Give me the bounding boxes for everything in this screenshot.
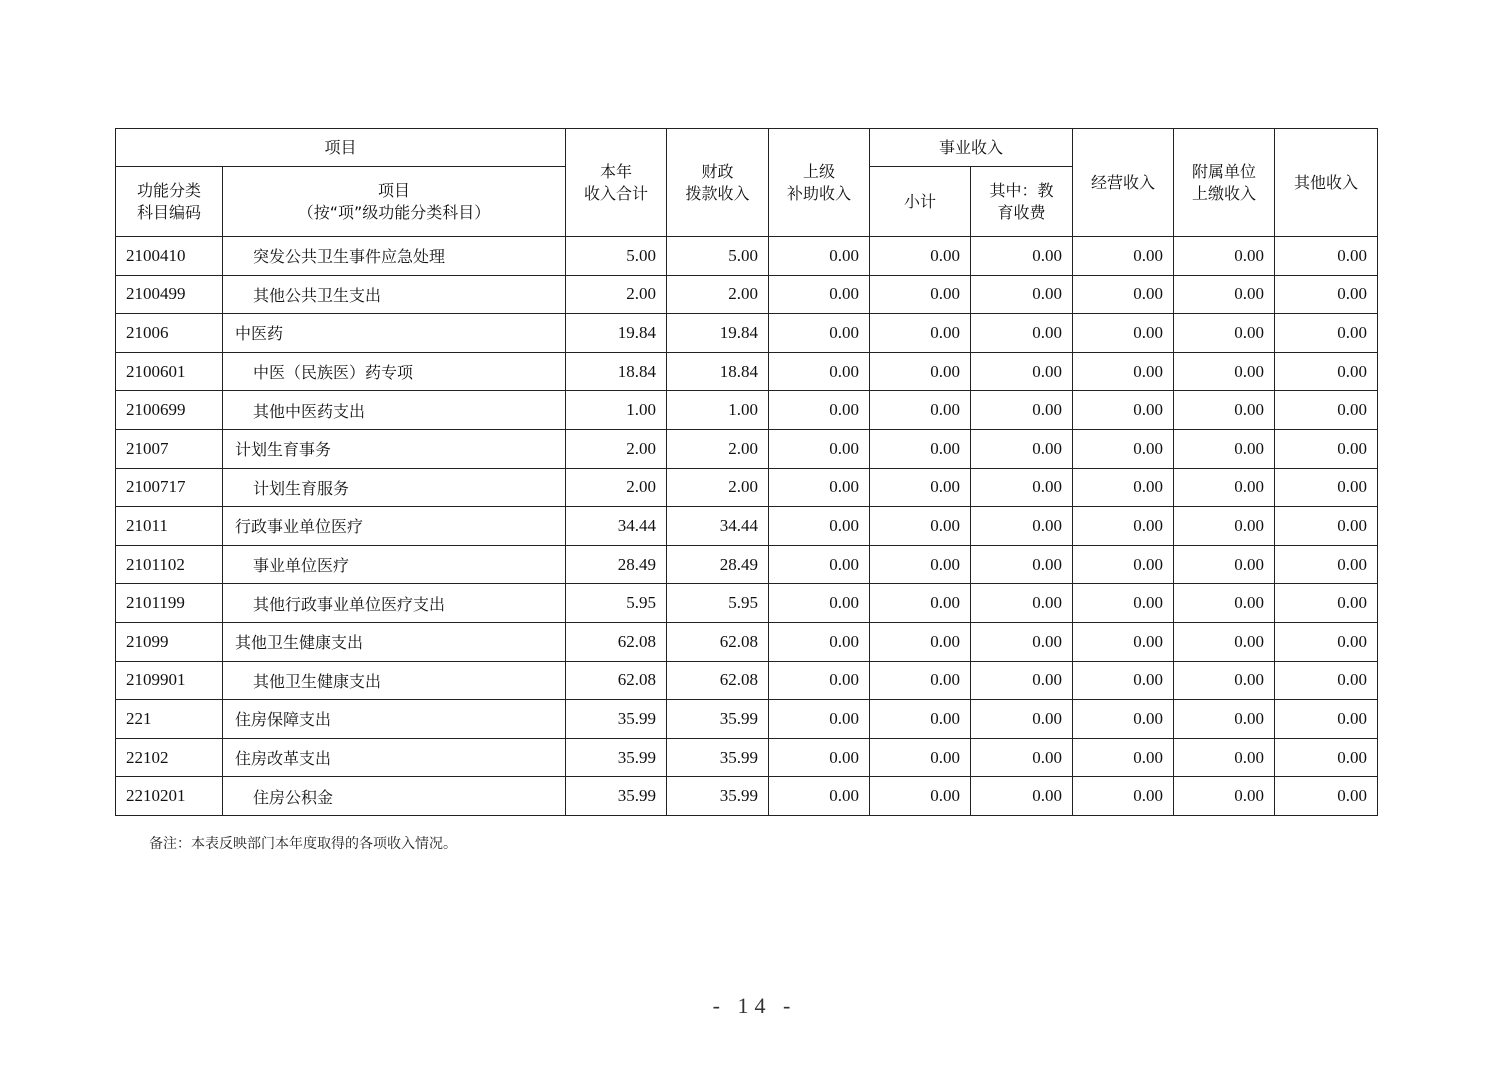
cell-value: 5.00 <box>566 237 667 276</box>
cell-value: 0.00 <box>1174 314 1275 353</box>
cell-value: 0.00 <box>1275 507 1378 546</box>
cell-value: 0.00 <box>1073 777 1174 816</box>
cell-value: 0.00 <box>1174 545 1275 584</box>
cell-value: 18.84 <box>667 352 769 391</box>
cell-value: 0.00 <box>1275 700 1378 739</box>
cell-value: 62.08 <box>566 661 667 700</box>
cell-code: 2210201 <box>116 777 223 816</box>
cell-item-name: 突发公共卫生事件应急处理 <box>223 237 566 276</box>
cell-value: 19.84 <box>566 314 667 353</box>
cell-value: 62.08 <box>566 622 667 661</box>
cell-value: 0.00 <box>1073 391 1174 430</box>
cell-value: 0.00 <box>971 352 1073 391</box>
cell-value: 62.08 <box>667 622 769 661</box>
table-row <box>116 391 1378 430</box>
cell-value: 0.00 <box>769 622 870 661</box>
cell-value: 0.00 <box>1275 429 1378 468</box>
cell-value: 0.00 <box>1073 314 1174 353</box>
cell-value: 5.95 <box>667 584 769 623</box>
cell-value: 0.00 <box>769 661 870 700</box>
cell-item-name: 其他中医药支出 <box>223 391 566 430</box>
cell-value: 0.00 <box>971 700 1073 739</box>
cell-item-name: 事业单位医疗 <box>223 545 566 584</box>
cell-value: 0.00 <box>769 584 870 623</box>
cell-value: 0.00 <box>769 275 870 314</box>
cell-value: 0.00 <box>971 622 1073 661</box>
cell-value: 0.00 <box>769 429 870 468</box>
cell-code: 21006 <box>116 314 223 353</box>
footnote: 备注：本表反映部门本年度取得的各项收入情况。 <box>149 836 457 852</box>
header-item: 项目 （按“项”级功能分类科目） <box>223 167 566 237</box>
cell-value: 0.00 <box>769 314 870 353</box>
cell-value: 0.00 <box>870 507 971 546</box>
cell-value: 0.00 <box>1174 700 1275 739</box>
cell-value: 0.00 <box>1073 352 1174 391</box>
cell-value: 0.00 <box>1073 237 1174 276</box>
header-fiscal: 财政 拨款收入 <box>667 129 769 237</box>
cell-value: 2.00 <box>566 275 667 314</box>
table-row <box>116 738 1378 777</box>
cell-value: 1.00 <box>566 391 667 430</box>
cell-value: 0.00 <box>1174 507 1275 546</box>
cell-value: 0.00 <box>870 661 971 700</box>
header-total: 本年 收入合计 <box>566 129 667 237</box>
cell-code: 2100601 <box>116 352 223 391</box>
cell-value: 0.00 <box>769 391 870 430</box>
cell-value: 0.00 <box>870 700 971 739</box>
cell-value: 0.00 <box>971 275 1073 314</box>
cell-value: 0.00 <box>1174 429 1275 468</box>
cell-value: 0.00 <box>1275 584 1378 623</box>
cell-value: 0.00 <box>1174 622 1275 661</box>
table-row <box>116 584 1378 623</box>
cell-value: 35.99 <box>566 738 667 777</box>
cell-value: 0.00 <box>870 275 971 314</box>
table-row <box>116 777 1378 816</box>
cell-item-name: 中医（民族医）药专项 <box>223 352 566 391</box>
cell-item-name: 计划生育事务 <box>223 429 566 468</box>
header-item-group: 项目 <box>116 129 566 167</box>
cell-value: 0.00 <box>971 237 1073 276</box>
cell-value: 0.00 <box>1275 545 1378 584</box>
cell-code: 2101102 <box>116 545 223 584</box>
cell-value: 35.99 <box>566 777 667 816</box>
cell-code: 221 <box>116 700 223 739</box>
table-row <box>116 661 1378 700</box>
header-subtotal: 小计 <box>870 167 971 237</box>
cell-value: 0.00 <box>769 777 870 816</box>
cell-value: 0.00 <box>870 777 971 816</box>
cell-code: 2100410 <box>116 237 223 276</box>
cell-value: 2.00 <box>566 429 667 468</box>
cell-value: 0.00 <box>870 314 971 353</box>
cell-value: 0.00 <box>1073 700 1174 739</box>
cell-value: 0.00 <box>1275 391 1378 430</box>
cell-value: 0.00 <box>870 468 971 507</box>
page-number: - 14 - <box>712 993 797 1018</box>
cell-value: 1.00 <box>667 391 769 430</box>
cell-value: 0.00 <box>769 468 870 507</box>
cell-item-name: 其他行政事业单位医疗支出 <box>223 584 566 623</box>
cell-value: 0.00 <box>1174 275 1275 314</box>
cell-item-name: 行政事业单位医疗 <box>223 507 566 546</box>
cell-code: 21099 <box>116 622 223 661</box>
table-row <box>116 429 1378 468</box>
cell-value: 35.99 <box>667 700 769 739</box>
cell-value: 0.00 <box>870 622 971 661</box>
cell-value: 0.00 <box>1073 584 1174 623</box>
cell-value: 35.99 <box>566 700 667 739</box>
cell-value: 35.99 <box>667 738 769 777</box>
cell-value: 0.00 <box>870 352 971 391</box>
cell-code: 2100499 <box>116 275 223 314</box>
table-row <box>116 352 1378 391</box>
header-education: 其中：教 育收费 <box>971 167 1073 237</box>
cell-value: 0.00 <box>1275 275 1378 314</box>
cell-value: 0.00 <box>769 507 870 546</box>
cell-value: 0.00 <box>769 700 870 739</box>
cell-value: 5.95 <box>566 584 667 623</box>
cell-value: 5.00 <box>667 237 769 276</box>
cell-value: 0.00 <box>769 352 870 391</box>
header-operating: 经营收入 <box>1073 129 1174 237</box>
table-row <box>116 314 1378 353</box>
cell-value: 0.00 <box>1073 468 1174 507</box>
cell-code: 2109901 <box>116 661 223 700</box>
cell-value: 2.00 <box>667 468 769 507</box>
header-superior: 上级 补助收入 <box>769 129 870 237</box>
cell-code: 22102 <box>116 738 223 777</box>
cell-value: 0.00 <box>1275 352 1378 391</box>
cell-value: 34.44 <box>667 507 769 546</box>
cell-item-name: 计划生育服务 <box>223 468 566 507</box>
cell-value: 0.00 <box>1073 275 1174 314</box>
cell-value: 0.00 <box>971 661 1073 700</box>
cell-item-name: 中医药 <box>223 314 566 353</box>
header-other: 其他收入 <box>1275 129 1378 237</box>
table-row <box>116 700 1378 739</box>
cell-value: 0.00 <box>1073 661 1174 700</box>
cell-value: 0.00 <box>1073 622 1174 661</box>
cell-value: 0.00 <box>1174 391 1275 430</box>
cell-value: 28.49 <box>667 545 769 584</box>
cell-value: 0.00 <box>1275 237 1378 276</box>
cell-value: 0.00 <box>971 584 1073 623</box>
table-row <box>116 545 1378 584</box>
table-row <box>116 237 1378 276</box>
cell-value: 62.08 <box>667 661 769 700</box>
cell-value: 2.00 <box>566 468 667 507</box>
cell-value: 0.00 <box>870 738 971 777</box>
table-row <box>116 468 1378 507</box>
table-row <box>116 622 1378 661</box>
cell-value: 0.00 <box>971 391 1073 430</box>
cell-value: 0.00 <box>1174 777 1275 816</box>
cell-value: 0.00 <box>971 507 1073 546</box>
cell-value: 0.00 <box>1275 622 1378 661</box>
header-affiliated: 附属单位 上缴收入 <box>1174 129 1275 237</box>
table-body <box>116 237 1378 816</box>
cell-item-name: 住房保障支出 <box>223 700 566 739</box>
cell-code: 2101199 <box>116 584 223 623</box>
header-business-group: 事业收入 <box>870 129 1073 167</box>
cell-value: 0.00 <box>870 391 971 430</box>
cell-item-name: 其他卫生健康支出 <box>223 661 566 700</box>
cell-item-name: 其他卫生健康支出 <box>223 622 566 661</box>
cell-value: 34.44 <box>566 507 667 546</box>
cell-value: 0.00 <box>971 314 1073 353</box>
cell-value: 0.00 <box>1275 661 1378 700</box>
cell-value: 2.00 <box>667 275 769 314</box>
cell-value: 0.00 <box>769 738 870 777</box>
cell-value: 0.00 <box>769 545 870 584</box>
cell-value: 0.00 <box>971 429 1073 468</box>
cell-value: 0.00 <box>1174 352 1275 391</box>
cell-item-name: 住房公积金 <box>223 777 566 816</box>
header-code: 功能分类 科目编码 <box>116 167 223 237</box>
cell-value: 0.00 <box>1073 545 1174 584</box>
cell-code: 2100717 <box>116 468 223 507</box>
cell-value: 0.00 <box>1073 507 1174 546</box>
cell-value: 0.00 <box>971 468 1073 507</box>
cell-value: 0.00 <box>1073 429 1174 468</box>
cell-value: 0.00 <box>870 429 971 468</box>
cell-value: 0.00 <box>1174 661 1275 700</box>
cell-value: 18.84 <box>566 352 667 391</box>
cell-value: 0.00 <box>870 237 971 276</box>
cell-value: 0.00 <box>971 738 1073 777</box>
table-row <box>116 507 1378 546</box>
cell-code: 21011 <box>116 507 223 546</box>
cell-value: 19.84 <box>667 314 769 353</box>
cell-value: 0.00 <box>1174 738 1275 777</box>
cell-value: 0.00 <box>1275 468 1378 507</box>
cell-value: 28.49 <box>566 545 667 584</box>
cell-value: 2.00 <box>667 429 769 468</box>
cell-code: 2100699 <box>116 391 223 430</box>
cell-value: 0.00 <box>971 545 1073 584</box>
cell-code: 21007 <box>116 429 223 468</box>
cell-value: 0.00 <box>1073 738 1174 777</box>
cell-value: 0.00 <box>1275 738 1378 777</box>
cell-value: 0.00 <box>971 777 1073 816</box>
income-table <box>115 128 1378 816</box>
cell-value: 35.99 <box>667 777 769 816</box>
cell-value: 0.00 <box>769 237 870 276</box>
cell-value: 0.00 <box>870 584 971 623</box>
cell-value: 0.00 <box>1275 777 1378 816</box>
cell-value: 0.00 <box>1174 468 1275 507</box>
cell-value: 0.00 <box>1275 314 1378 353</box>
cell-item-name: 住房改革支出 <box>223 738 566 777</box>
cell-value: 0.00 <box>1174 584 1275 623</box>
table-row <box>116 275 1378 314</box>
cell-item-name: 其他公共卫生支出 <box>223 275 566 314</box>
cell-value: 0.00 <box>870 545 971 584</box>
cell-value: 0.00 <box>1174 237 1275 276</box>
